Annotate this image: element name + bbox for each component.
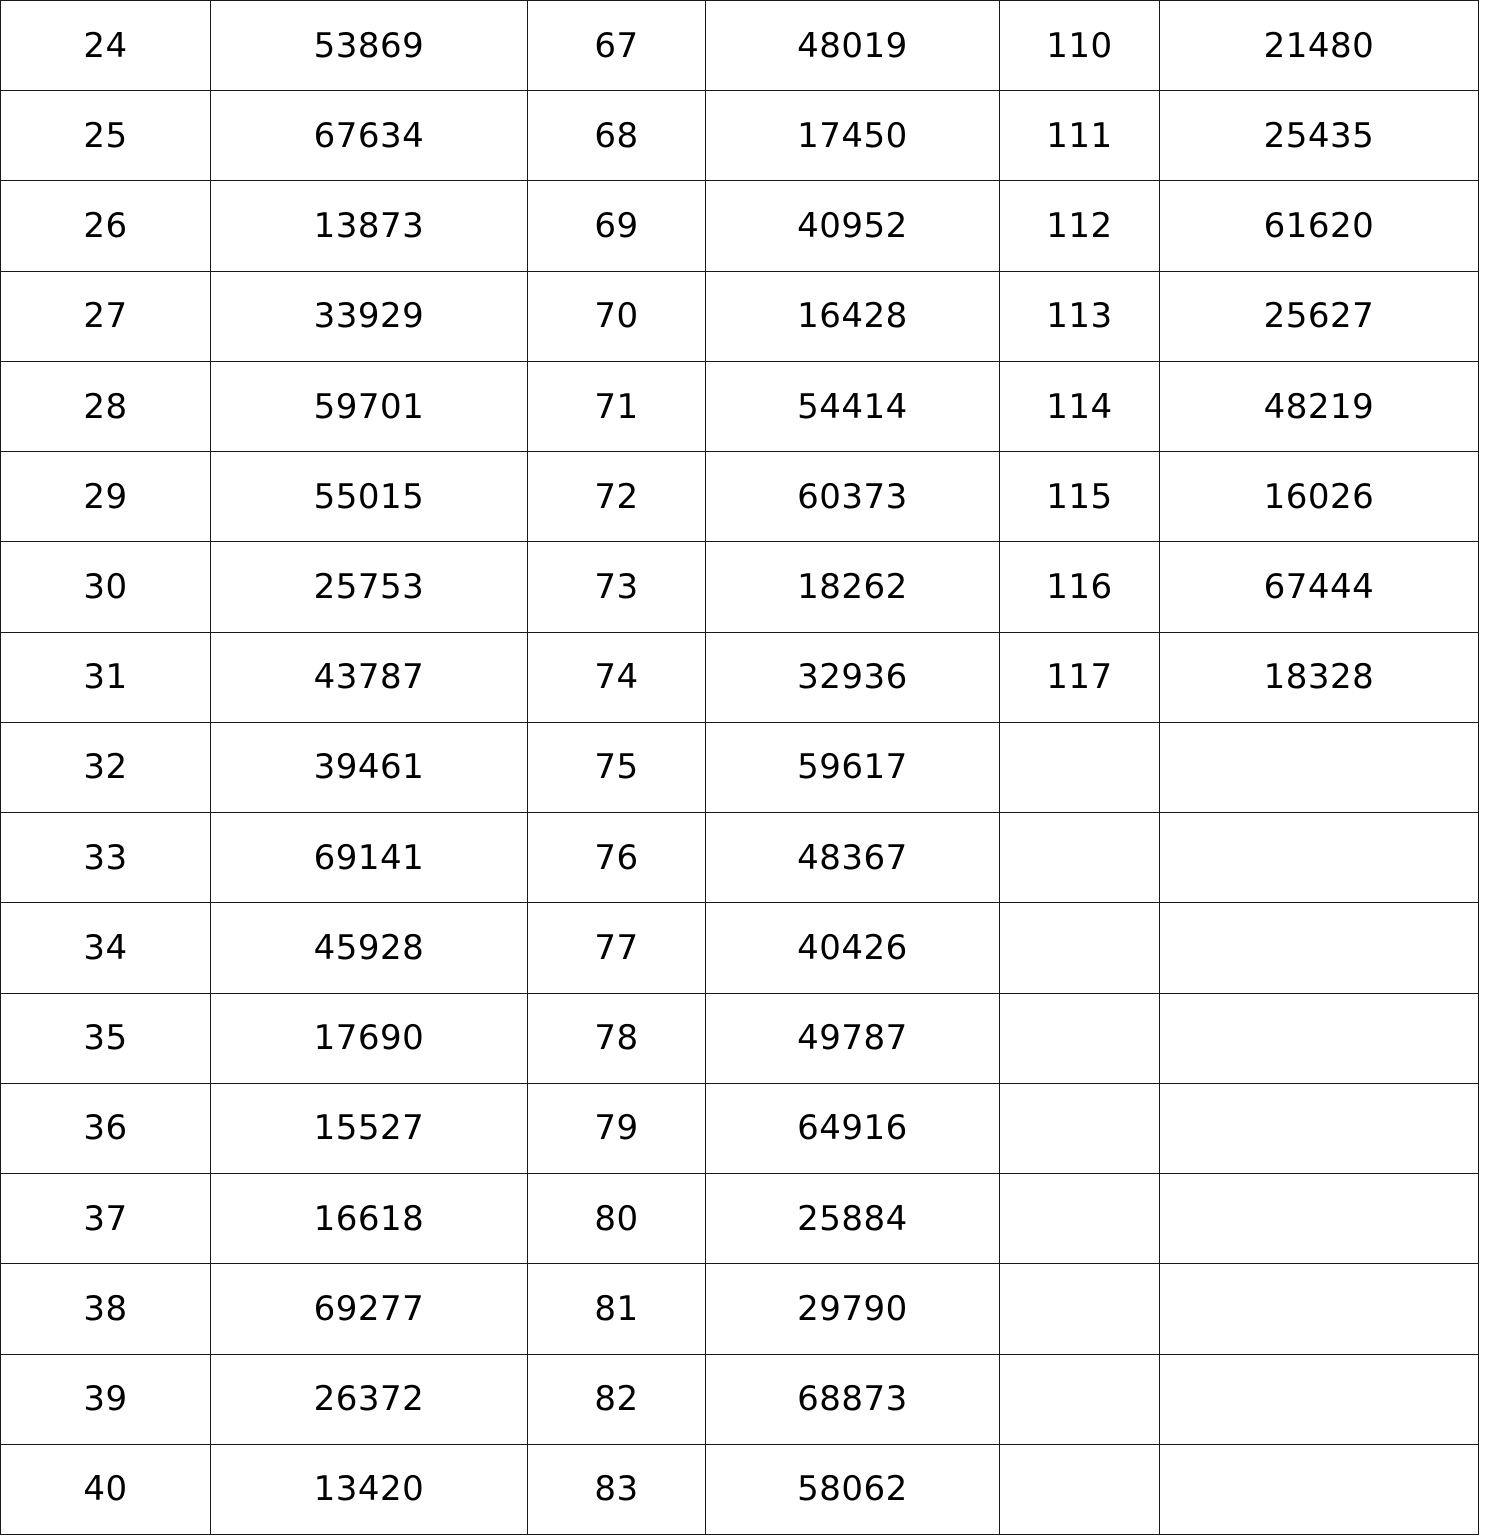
value-cell: 13420 bbox=[211, 1444, 528, 1534]
index-cell: 117 bbox=[1000, 632, 1160, 722]
value-cell: 59617 bbox=[706, 722, 1000, 812]
index-cell: 30 bbox=[1, 542, 211, 632]
value-cell: 17450 bbox=[706, 91, 1000, 181]
value-cell: 26372 bbox=[211, 1354, 528, 1444]
value-cell: 58062 bbox=[706, 1444, 1000, 1534]
value-cell: 21480 bbox=[1160, 1, 1479, 91]
index-cell: 77 bbox=[528, 903, 706, 993]
index-cell: 78 bbox=[528, 993, 706, 1083]
value-cell: 15527 bbox=[211, 1083, 528, 1173]
index-cell: 113 bbox=[1000, 271, 1160, 361]
index-cell: 114 bbox=[1000, 361, 1160, 451]
value-cell bbox=[1160, 903, 1479, 993]
table-row bbox=[1, 91, 1479, 181]
table-row bbox=[1, 903, 1479, 993]
index-cell: 31 bbox=[1, 632, 211, 722]
value-cell: 13873 bbox=[211, 181, 528, 271]
value-cell: 25627 bbox=[1160, 271, 1479, 361]
value-cell: 40426 bbox=[706, 903, 1000, 993]
index-cell: 67 bbox=[528, 1, 706, 91]
index-cell bbox=[1000, 722, 1160, 812]
table-row bbox=[1, 993, 1479, 1083]
index-cell: 24 bbox=[1, 1, 211, 91]
value-cell: 33929 bbox=[211, 271, 528, 361]
value-cell: 17690 bbox=[211, 993, 528, 1083]
value-cell: 18328 bbox=[1160, 632, 1479, 722]
table-row bbox=[1, 271, 1479, 361]
index-cell: 116 bbox=[1000, 542, 1160, 632]
value-cell: 39461 bbox=[211, 722, 528, 812]
value-cell: 55015 bbox=[211, 452, 528, 542]
index-cell: 72 bbox=[528, 452, 706, 542]
table-row bbox=[1, 1, 1479, 91]
value-cell bbox=[1160, 1444, 1479, 1534]
value-cell bbox=[1160, 1083, 1479, 1173]
value-cell: 67634 bbox=[211, 91, 528, 181]
value-cell: 40952 bbox=[706, 181, 1000, 271]
value-cell: 69141 bbox=[211, 813, 528, 903]
index-cell: 29 bbox=[1, 452, 211, 542]
value-cell: 18262 bbox=[706, 542, 1000, 632]
value-cell bbox=[1160, 1174, 1479, 1264]
value-cell: 54414 bbox=[706, 361, 1000, 451]
index-cell: 25 bbox=[1, 91, 211, 181]
index-cell: 75 bbox=[528, 722, 706, 812]
index-cell bbox=[1000, 1264, 1160, 1354]
value-cell: 16618 bbox=[211, 1174, 528, 1264]
value-cell: 16428 bbox=[706, 271, 1000, 361]
index-cell: 39 bbox=[1, 1354, 211, 1444]
table-row bbox=[1, 452, 1479, 542]
index-cell bbox=[1000, 1174, 1160, 1264]
index-cell bbox=[1000, 813, 1160, 903]
value-cell bbox=[1160, 813, 1479, 903]
value-cell: 49787 bbox=[706, 993, 1000, 1083]
value-cell: 53869 bbox=[211, 1, 528, 91]
index-cell: 27 bbox=[1, 271, 211, 361]
index-cell: 71 bbox=[528, 361, 706, 451]
index-cell: 76 bbox=[528, 813, 706, 903]
index-cell: 40 bbox=[1, 1444, 211, 1534]
table-row bbox=[1, 542, 1479, 632]
table-row bbox=[1, 722, 1479, 812]
table-row bbox=[1, 1444, 1479, 1534]
value-cell: 43787 bbox=[211, 632, 528, 722]
value-cell: 25884 bbox=[706, 1174, 1000, 1264]
value-cell: 25435 bbox=[1160, 91, 1479, 181]
table-row bbox=[1, 1354, 1479, 1444]
value-cell: 64916 bbox=[706, 1083, 1000, 1173]
index-cell bbox=[1000, 903, 1160, 993]
value-cell: 48019 bbox=[706, 1, 1000, 91]
value-cell: 68873 bbox=[706, 1354, 1000, 1444]
value-cell: 67444 bbox=[1160, 542, 1479, 632]
value-cell: 25753 bbox=[211, 542, 528, 632]
index-cell: 115 bbox=[1000, 452, 1160, 542]
index-cell: 79 bbox=[528, 1083, 706, 1173]
index-cell: 33 bbox=[1, 813, 211, 903]
index-cell bbox=[1000, 1354, 1160, 1444]
index-cell: 68 bbox=[528, 91, 706, 181]
index-cell: 35 bbox=[1, 993, 211, 1083]
index-cell: 38 bbox=[1, 1264, 211, 1354]
value-cell: 60373 bbox=[706, 452, 1000, 542]
index-cell: 26 bbox=[1, 181, 211, 271]
table-row bbox=[1, 1174, 1479, 1264]
table-row bbox=[1, 632, 1479, 722]
index-cell: 34 bbox=[1, 903, 211, 993]
value-cell: 59701 bbox=[211, 361, 528, 451]
value-cell bbox=[1160, 722, 1479, 812]
index-cell bbox=[1000, 993, 1160, 1083]
index-cell: 70 bbox=[528, 271, 706, 361]
value-cell bbox=[1160, 1354, 1479, 1444]
value-cell: 16026 bbox=[1160, 452, 1479, 542]
table-row bbox=[1, 1083, 1479, 1173]
index-cell: 28 bbox=[1, 361, 211, 451]
value-cell: 61620 bbox=[1160, 181, 1479, 271]
index-cell: 74 bbox=[528, 632, 706, 722]
index-cell bbox=[1000, 1444, 1160, 1534]
value-cell: 29790 bbox=[706, 1264, 1000, 1354]
value-cell: 32936 bbox=[706, 632, 1000, 722]
index-cell: 36 bbox=[1, 1083, 211, 1173]
table-row bbox=[1, 813, 1479, 903]
value-cell bbox=[1160, 993, 1479, 1083]
index-cell: 69 bbox=[528, 181, 706, 271]
index-cell: 73 bbox=[528, 542, 706, 632]
index-cell: 32 bbox=[1, 722, 211, 812]
index-cell bbox=[1000, 1083, 1160, 1173]
value-cell bbox=[1160, 1264, 1479, 1354]
value-cell: 69277 bbox=[211, 1264, 528, 1354]
index-cell: 82 bbox=[528, 1354, 706, 1444]
value-cell: 48367 bbox=[706, 813, 1000, 903]
table-row bbox=[1, 1264, 1479, 1354]
index-cell: 81 bbox=[528, 1264, 706, 1354]
index-cell: 80 bbox=[528, 1174, 706, 1264]
value-cell: 45928 bbox=[211, 903, 528, 993]
value-cell: 48219 bbox=[1160, 361, 1479, 451]
table-row bbox=[1, 361, 1479, 451]
index-cell: 37 bbox=[1, 1174, 211, 1264]
index-cell: 111 bbox=[1000, 91, 1160, 181]
index-cell: 112 bbox=[1000, 181, 1160, 271]
table-row bbox=[1, 181, 1479, 271]
index-cell: 110 bbox=[1000, 1, 1160, 91]
index-cell: 83 bbox=[528, 1444, 706, 1534]
table-body bbox=[1, 1, 1479, 1535]
